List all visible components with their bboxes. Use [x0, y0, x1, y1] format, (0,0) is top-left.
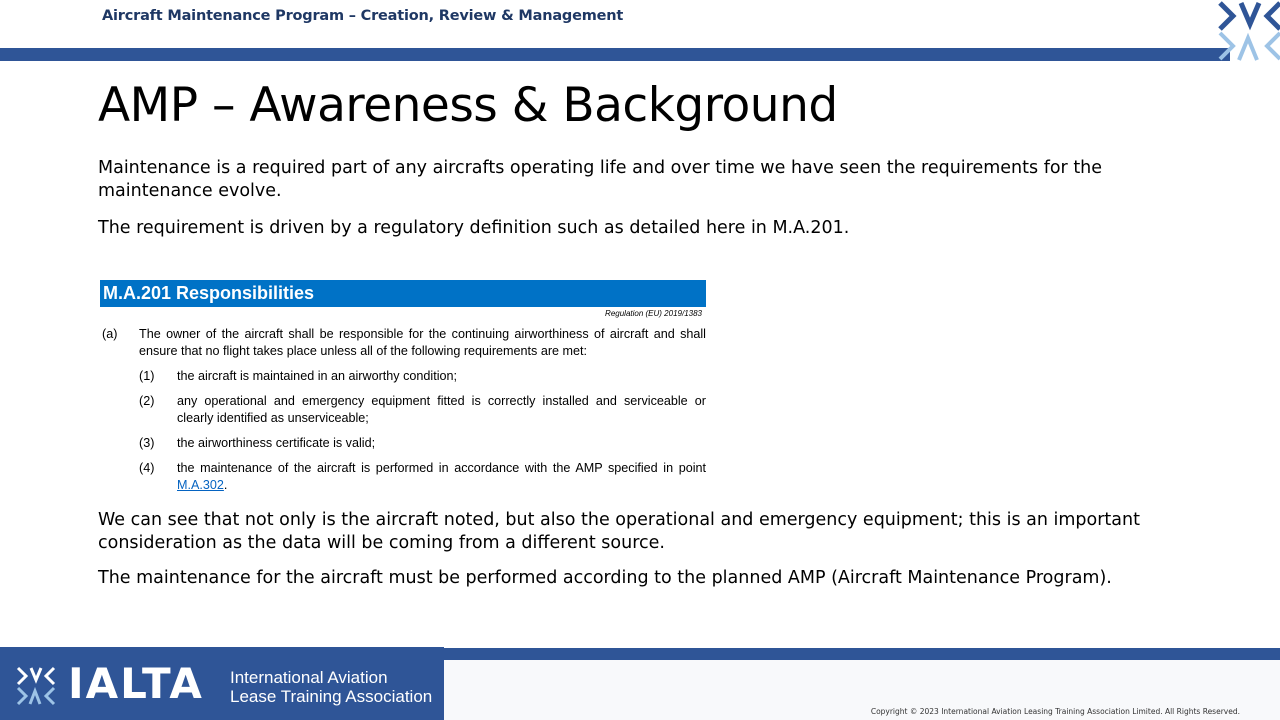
brand-line-1: International Aviation: [230, 668, 388, 687]
requirement-paragraph: The requirement is driven by a regulatory definition such as detailed here in M.A.201.: [98, 218, 850, 238]
ma302-link[interactable]: M.A.302: [177, 478, 224, 492]
subitem-text: the maintenance of the aircraft is performed in accordance with the AMP specified in point: [177, 461, 706, 475]
subitem-label: (2): [139, 394, 155, 408]
subitem-punctuation: .: [223, 478, 228, 492]
brand-full-name: [230, 668, 432, 706]
regulation-heading: M.A.201 Responsibilities: [100, 280, 706, 307]
item-label: (a): [102, 327, 118, 341]
slide-title: AMP – Awareness & Background: [98, 78, 838, 133]
copyright-notice: Copyright © 2023 International Aviation Leasing Training Association Limited. All Rights Reserved.: [870, 707, 1240, 716]
regulation-excerpt: [100, 280, 706, 494]
brand-line-2: Lease Training Association: [230, 687, 433, 706]
footer-bar: [444, 648, 1280, 660]
subitem-text: the airworthiness certificate is valid;: [177, 436, 376, 450]
header-title: Aircraft Maintenance Program – Creation, Review & Management: [102, 8, 624, 24]
ialta-mark-icon: [1217, 0, 1280, 62]
footer-brand: [0, 647, 444, 720]
list-item: [139, 435, 706, 452]
subitem-label: (1): [139, 369, 155, 383]
equipment-paragraph: We can see that not only is the aircraft noted, but also the operational and emergency equipment; this is an important consideration as the data will be coming from a different source.: [98, 510, 1140, 553]
list-item: [139, 393, 706, 427]
list-item: [139, 460, 706, 494]
item-text: The owner of the aircraft shall be responsible for the continuing airworthiness of aircraft and shall ensure that no flight takes place unless all of the following requirements are met:: [139, 327, 706, 358]
subitem-text: any operational and emergency equipment fitted is correctly installed and serviceable or clearly identified as unserviceable;: [177, 394, 706, 425]
intro-paragraph: Maintenance is a required part of any aircrafts operating life and over time we have seen the requirements for the maintenance evolve.: [98, 158, 1103, 201]
ialta-footer-mark-icon: [16, 666, 56, 706]
subitem-text-container: [177, 460, 706, 494]
brand-name: IALTA: [68, 659, 204, 708]
header-bar: [0, 48, 1230, 61]
amp-paragraph: The maintenance for the aircraft must be performed according to the planned AMP (Aircraft Maintenance Program).: [98, 568, 1112, 588]
subitem-text: the aircraft is maintained in an airworthy condition;: [177, 369, 458, 383]
subitem-label: (4): [139, 461, 155, 475]
subitem-label: (3): [139, 436, 155, 450]
list-item: [139, 368, 706, 385]
regulation-source: Regulation (EU) 2019/1383: [605, 309, 702, 318]
